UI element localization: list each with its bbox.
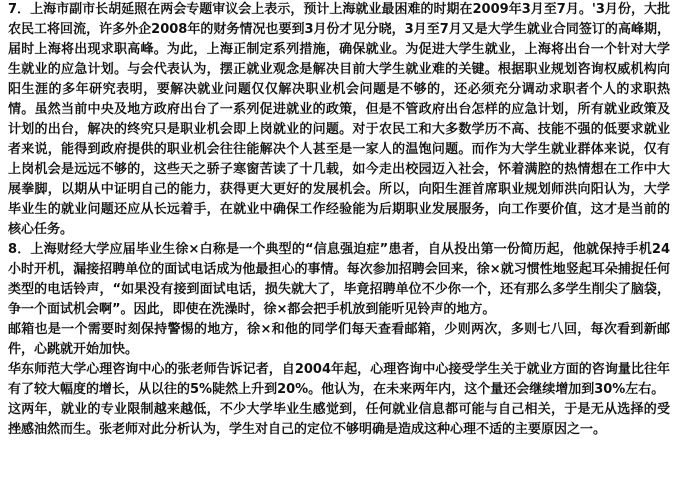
paragraph-mailbox: 邮箱也是一个需要时刻保持警惕的地方，徐×和他的同学们每天查看邮箱，少则两次，多则七八回，每次看到新邮件，心跳就开始加快。 bbox=[8, 322, 670, 357]
paragraph-item-8: 8．上海财经大学应届毕业生徐×白称是一个典型的“信息强迫症”患者，自从投出第一份简历起，他就保持手机24小时开机，漏接招聘单位的面试电话成为他最担心的事情。每次参加招聘会回来，徐×就习惯性地竖起耳朵捕捉任何类型的电话铃声，“如果没有接到面试电话，损失就大了，毕竟招聘单位不少你一个，还有那么多学生削尖了脑袋，争一个面试机会啊”。因此，即使在洗澡时，徐×都会把手机放到能听见铃声的地方。 bbox=[8, 242, 670, 317]
paragraph-counseling-center: 华东师范大学心理咨询中心的张老师告诉记者，自2004年起，心理咨询中心接受学生关于就业方面的咨询量比往年有了较大幅度的增长，从以往的5%陡然上升到20%。他认为，在未来两年内，这个量还会继续增加到30%左右。 bbox=[8, 362, 670, 397]
paragraph-analysis: 这两年，就业的专业限制越来越低，不少大学毕业生感觉到，任何就业信息都可能与自己相关，于是无从选择的受挫感油然而生。张老师对此分析认为，学生对自己的定位不够明确是造成这种心理不适的主要原因之一。 bbox=[8, 402, 670, 437]
paragraph-item-7: 7．上海市副市长胡延照在两会专题审议会上表示，预计上海就业最困难的时期在2009年3月至7月。'3月份，大批农民工将回流，许多外企2008年的财务情况也要到3月份才见分晓，3月至7月又是大学生就业合同签订的高峰期，届时上海将出现求职高峰。为此，上海正制定系列措施，确保就业。为促进大学生就业，上海将出台一个针对大学生就业的应急计划。与会代表认为，摆正就业观念是解决目前大学生就业难的关键。根据职业规划咨询权威机构向阳生涯的多年研究表明，要解决就业问题仅仅解决职业机会问题是不够的，还必须充分调动求职者个人的求职热情。虽然当前中央及地方政府出台了一系列促进就业的政策，但是不管政府出台怎样的应急计划，所有就业政策及计划的出台，解决的终究只是职业机会即上岗就业的问题。对于农民工和大多数学历不高、技能不强的低要求就业者来说，能得到政府提供的职业机会往往能解决个人甚至是一家人的温饱问题。而作为大学生就业群体来说，仅有上岗机会是远远不够的，这些天之骄子寒窗苦读了十几载，如今走出校园迈入社会，怀着满腔的热情想在工作中大展拳脚，以期从中证明自己的能力，获得更大更好的发展机会。所以，向阳生涯首席职业规划师洪向阳认为，大学毕业生的就业问题还应从长远着手，在就业中确保工作经验能为后期职业发展服务，向工作要价值，这才是当前的核心任务。 bbox=[8, 2, 670, 237]
